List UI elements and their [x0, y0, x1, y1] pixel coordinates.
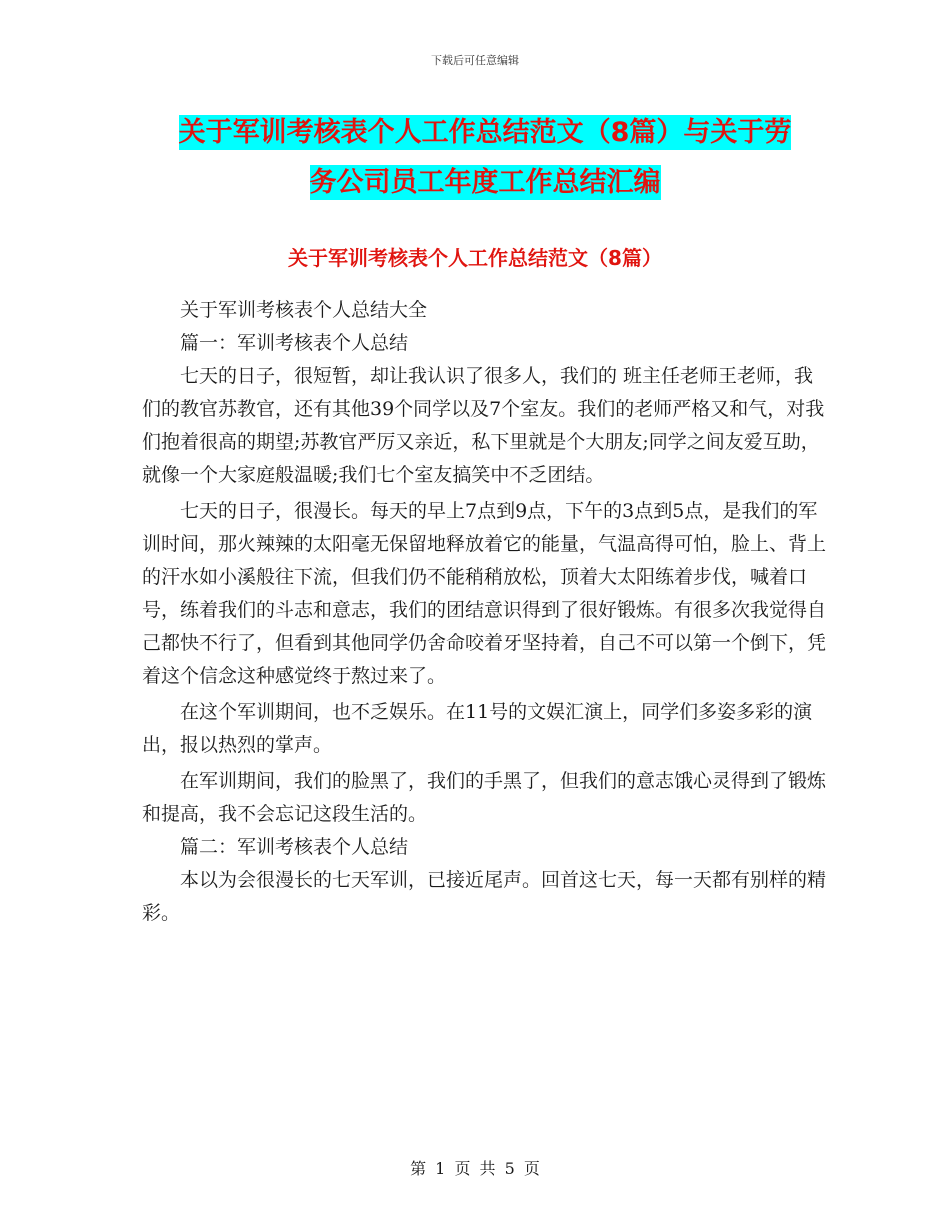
- paragraph: 在这个军训期间，也不乏娱乐。在11号的文娱汇演上，同学们多姿多彩的演出，报以热烈的掌声。: [142, 701, 813, 756]
- paragraph: 七天的日子，很漫长。每天的早上7点到9点，下午的3点到5点，是我们的军训时间，那火辣辣的太阳毫无保留地释放着它的能量，气温高得可怕，脸上、背上的汗水如小溪般往下流，但我们仍不能稍稍放松，顶着大太阳练着步伐，喊着口号，练着我们的斗志和意志，我们的团结意识得到了很好锻炼。有很多次我觉得自己都快不行了，但看到其他同学仍舍命咬着牙坚持着，自己不可以第一个倒下，凭着这个信念这种感觉终于熬过来了。: [142, 500, 827, 687]
- page-number: 第 1 页 共 5 页: [410, 1159, 540, 1178]
- section-title: 关于军训考核表个人工作总结范文（8篇）: [288, 246, 662, 270]
- title-line-2: 务公司员工年度工作总结汇编: [309, 167, 661, 198]
- paragraph: 篇二：军训考核表个人总结: [180, 836, 409, 858]
- document-title: [140, 108, 830, 208]
- header-note: 下载后可任意编辑: [431, 54, 519, 67]
- paragraph: 篇一：军训考核表个人总结: [180, 332, 409, 354]
- paragraph: 在军训期间，我们的脸黑了，我们的手黑了，但我们的意志饿心灵得到了锻炼和提高，我不会忘记这段生活的。: [142, 770, 827, 825]
- paragraph: 本以为会很漫长的七天军训，已接近尾声。回首这七天，每一天都有别样的精彩。: [142, 869, 827, 924]
- paragraph: 关于军训考核表个人总结大全: [180, 299, 428, 321]
- title-line-1: 关于军训考核表个人工作总结范文（8篇）与关于劳: [178, 117, 792, 148]
- paragraph: 七天的日子，很短暂，却让我认识了很多人，我们的 班主任老师王老师，我们的教官苏教官，还有其他39个同学以及7个室友。我们的老师严格又和气，对我们抱着很高的期望;苏教官严厉又亲近，私下里就是个大朋友;同学之间友爱互助，就像一个大家庭般温暖;我们七个室友搞笑中不乏团结。: [142, 365, 825, 486]
- document-body: [142, 294, 832, 930]
